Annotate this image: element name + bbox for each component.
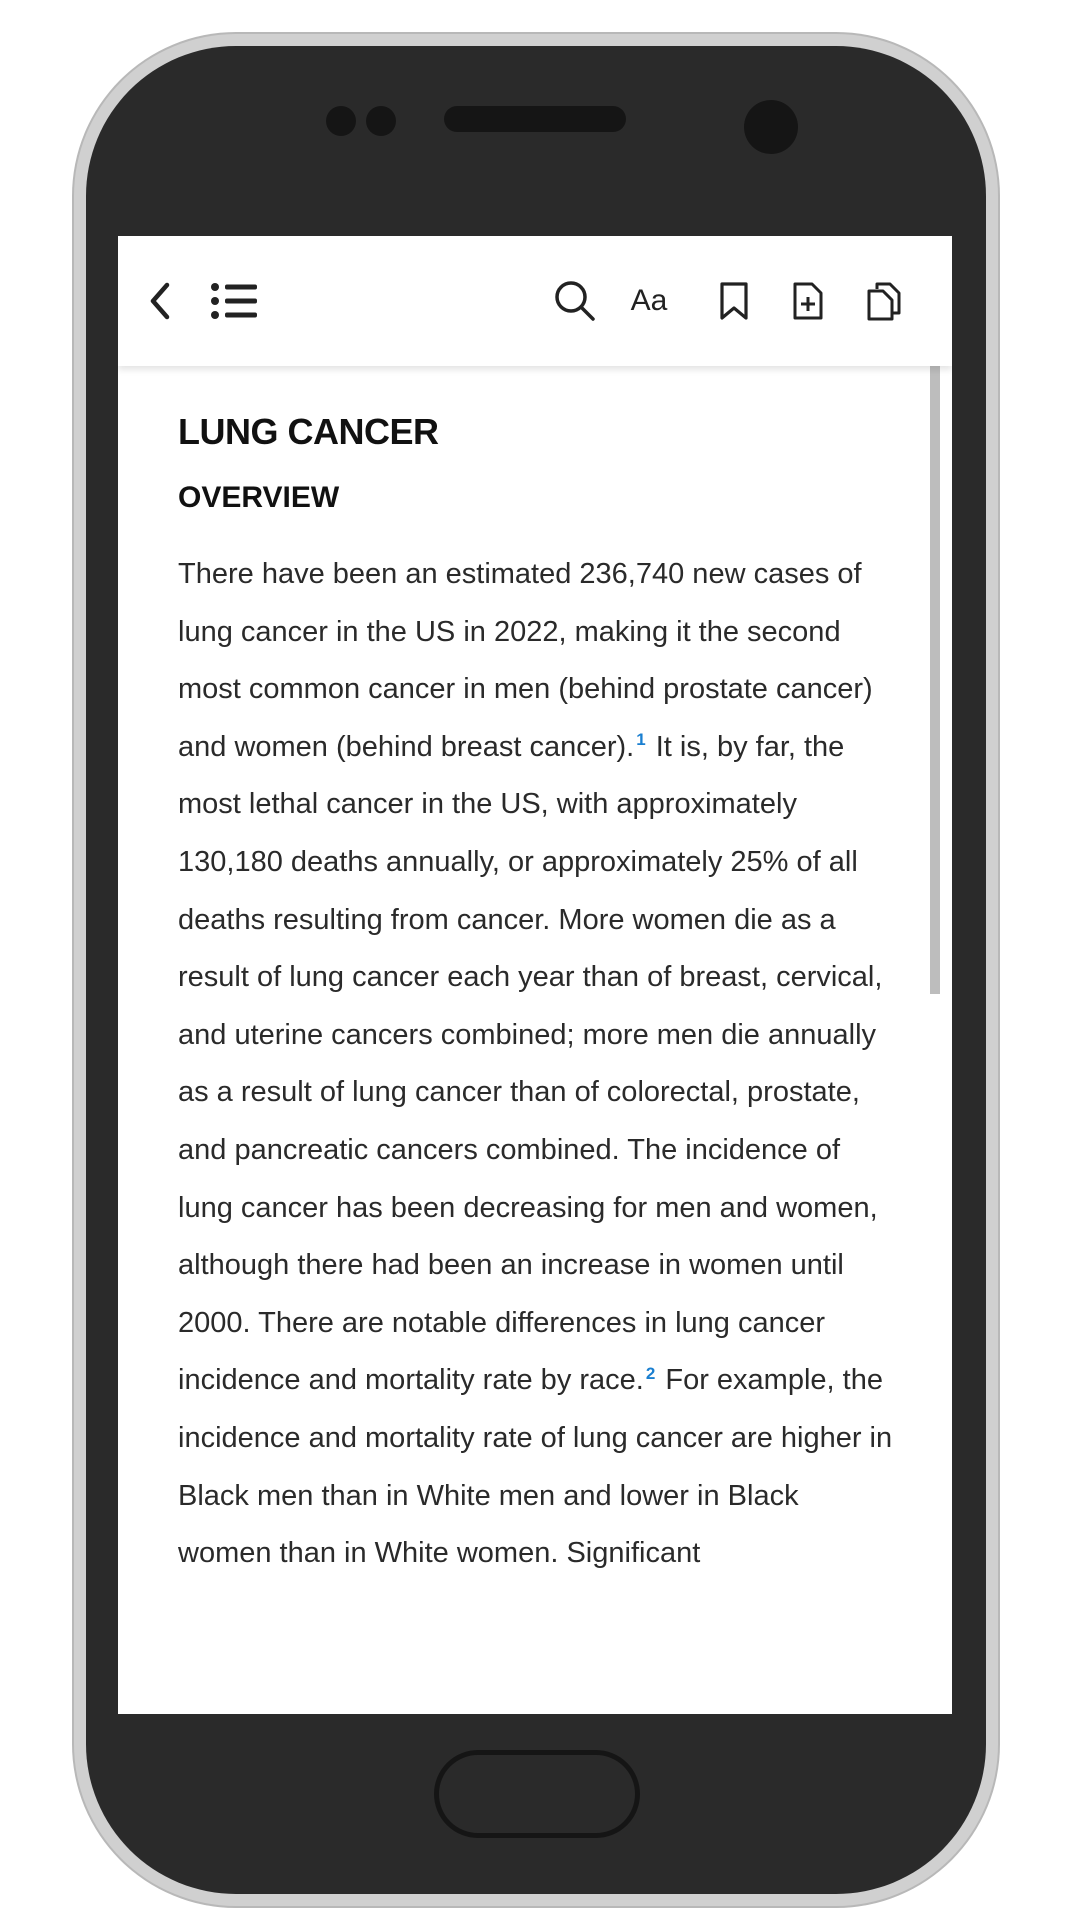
article-content: [178, 410, 898, 1583]
footnote-link[interactable]: 1: [636, 730, 646, 750]
scrollbar[interactable]: [930, 366, 940, 994]
front-camera: [744, 100, 798, 154]
footnote-link[interactable]: 2: [645, 1363, 656, 1383]
reader-toolbar: [118, 236, 952, 366]
paragraph-text: There have been an estimated 236,740 new cases of lung cancer in the US in 2022, making it the second most common cancer in men (behind prostate cancer) and women (behind breast cancer).: [178, 558, 873, 763]
section-heading: OVERVIEW: [178, 481, 340, 514]
article-title: LUNG CANCER: [178, 411, 439, 452]
search-icon[interactable]: [552, 274, 598, 328]
table-of-contents-icon[interactable]: [210, 274, 258, 328]
copy-icon[interactable]: [864, 274, 904, 328]
sensor-dot: [366, 106, 396, 136]
bookmark-icon[interactable]: [716, 274, 752, 328]
font-size-label: Aa: [630, 284, 668, 317]
add-note-icon[interactable]: [790, 274, 826, 328]
home-button[interactable]: [434, 1750, 640, 1838]
sensor-dot: [326, 106, 356, 136]
body-paragraph: [178, 546, 898, 1583]
font-size-icon[interactable]: [624, 274, 674, 328]
paragraph-text: For example, the incidence and mortality rate of lung cancer are higher in Black men than in White men and lower in Black women than in White women. Significant: [178, 1364, 893, 1570]
back-chevron-icon[interactable]: [140, 274, 180, 328]
earpiece-speaker: [444, 106, 626, 132]
app-screen: [118, 236, 952, 1714]
paragraph-text: It is, by far, the most lethal cancer in the US, with approximately 130,180 deaths annually, or approximately 25% of all deaths resulting from cancer. More women die as a result of lung cancer each year than of breast, cervical, and uterine cancers combined; more men die annually as a result of lung cancer than of colorectal, prostate, and pancreatic cancers combined. The incidence of lung cancer has been decreasing for men and women, although there had been an increase in women until 2000. There are notable differences in lung cancer incidence and mortality rate by race.: [178, 730, 883, 1397]
